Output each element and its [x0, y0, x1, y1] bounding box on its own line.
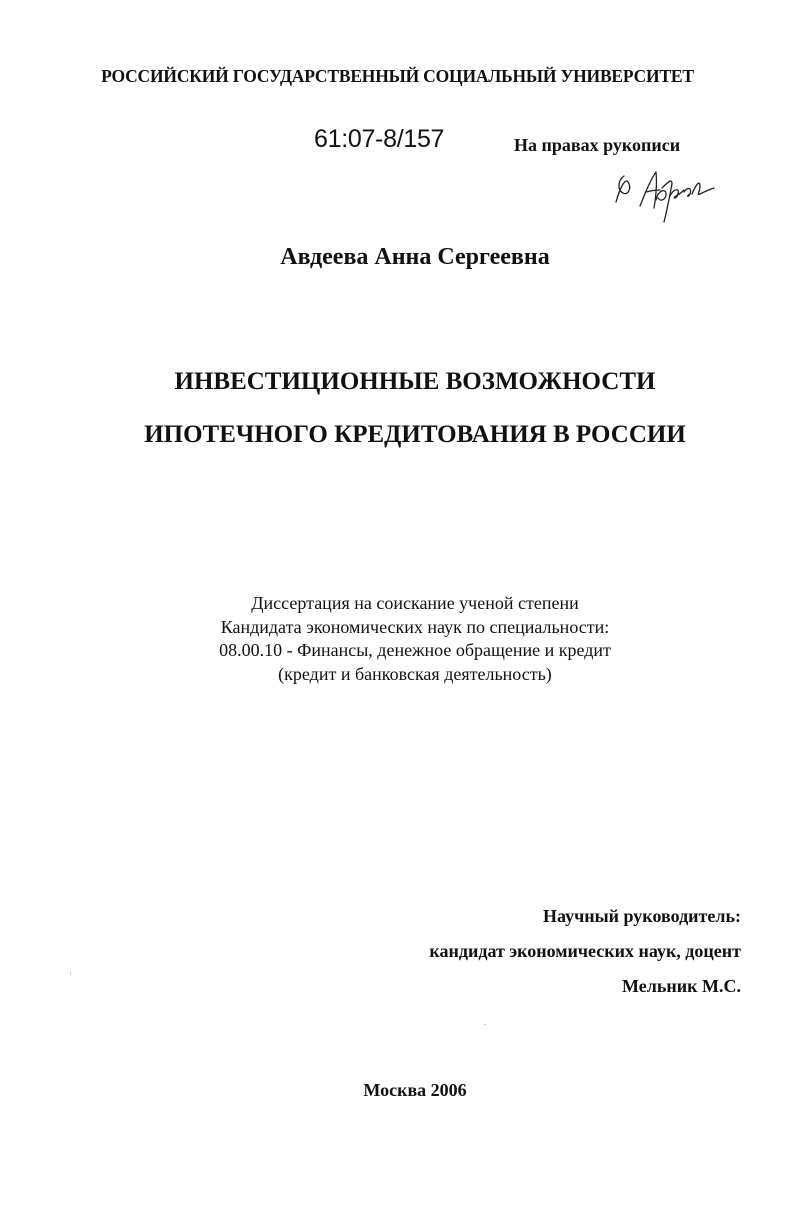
- degree-line-2: Кандидата экономических наук по специальности:: [220, 616, 610, 637]
- degree-line-1: Диссертация на соискание ученой степени: [251, 593, 579, 613]
- author-name: Авдеева Анна Сергеевна: [280, 244, 550, 270]
- handwritten-signature: [610, 166, 720, 226]
- dissertation-title: [0, 355, 795, 461]
- city-year: Москва 2006: [363, 1080, 467, 1100]
- title-line-1: ИНВЕСТИЦИОННЫЕ ВОЗМОЖНОСТИ: [174, 368, 656, 395]
- supervisor-degree: кандидат экономических наук, доцент: [429, 941, 741, 961]
- degree-line-3: 08.00.10 - Финансы, денежное обращение и кредит: [219, 640, 611, 660]
- scan-speck: [484, 1024, 486, 1025]
- title-line-2: ИПОТЕЧНОГО КРЕДИТОВАНИЯ В РОССИИ: [144, 421, 686, 448]
- degree-line-4: (кредит и банковская деятельность): [278, 663, 552, 684]
- university-name: РОССИЙСКИЙ ГОСУДАРСТВЕННЫЙ СОЦИАЛЬНЫЙ УНИВЕРСИТЕТ: [101, 66, 694, 86]
- supervisor-label: Научный руководитель:: [543, 906, 741, 926]
- degree-description: [0, 592, 795, 686]
- rights-note: На правах рукописи: [514, 135, 681, 155]
- supervisor-block: [429, 899, 741, 1004]
- scan-speck: [70, 972, 71, 975]
- supervisor-name: Мельник М.С.: [622, 976, 741, 996]
- archive-code: 61:07-8/157: [314, 125, 445, 153]
